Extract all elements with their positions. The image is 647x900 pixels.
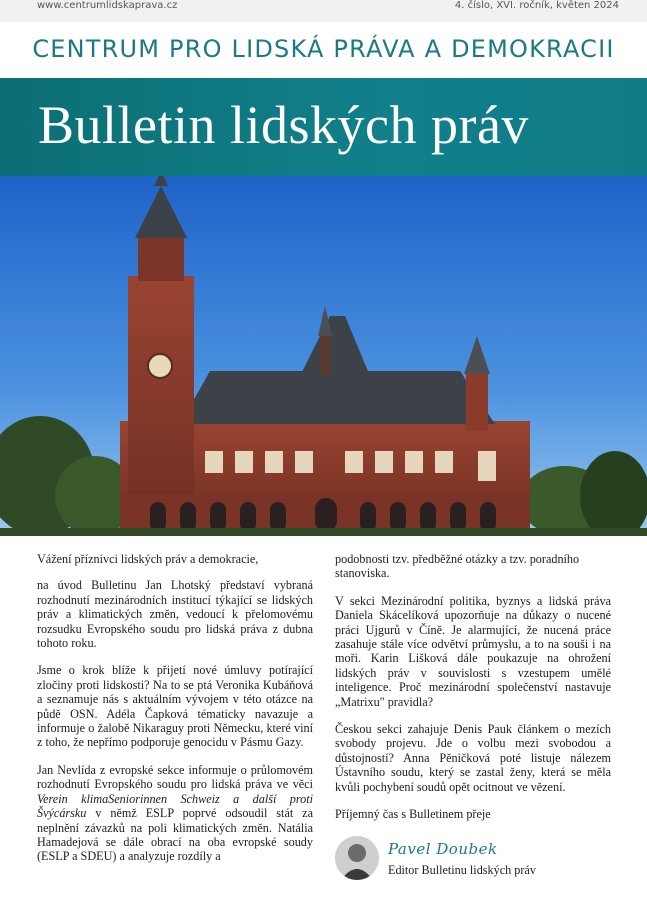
title-banner [0, 78, 647, 176]
website-url[interactable]: www.centrumlidskaprava.cz [37, 0, 178, 11]
editor-avatar [335, 836, 379, 880]
paragraph-intro: na úvod Bulletinu Jan Lhotský představí vybraná rozhodnutí mezinárodních institucí týkající se lidských práv a klimatických změn, vedoucí k přelomovému rozsudku Evropského soudu pro lidská práva z dubna tohoto roku. [37, 578, 313, 651]
paragraph-un-convention: Jsme o krok blíže k přijetí nové úmluvy potírající zločiny proti lidskosti? Na to se ptá Veronika Kubáňová a seznamuje nás s aktuálním vývojem v této otázce na půdě OSN. Adéla Čapková tématicky navazuje a informuje o žalobě Nikaraguy proti Německu, které viní z toho, že nepřímo podporuje genocidu v Pásmu Gazy. [37, 663, 313, 750]
issue-info: 4. číslo, XVI. ročník, květen 2024 [454, 0, 619, 11]
paragraph-european-text-cont: v němž ESLP poprvé odsoudil stát za neplnění závazků na poli klimatických změn. Natália Hamadejová se dále obrací na oba evropské soudy (ESLP a SDEU) a analyzuje rozdíly a [37, 806, 313, 864]
article-column-right [335, 552, 611, 835]
article-column-left [37, 552, 313, 877]
case-name: Verein klimaSeniorinnen Schweiz a další proti Švýcársku [37, 791, 313, 821]
cover-photo [0, 176, 647, 536]
top-bar [0, 0, 647, 22]
paragraph-business-section: V sekci Mezinárodní politika, byznys a lidská práva Daniela Skácelíková upozorňuje na důkazy o nucené práci Ujgurů v Číně. Je alarmující, že nucená práce zasahuje stále více odvětví průmyslu, a to na souši i na moři. Karin Lišková dále poukazuje na ohrožení lidských práv v souvislosti s vzestupem umělé inteligence. Proč mezinárodní společenství nastavuje „Matrixu" pravidla? [335, 593, 611, 709]
greeting: Vážení příznivci lidských práv a demokracie, [37, 552, 259, 566]
editor-name: Pavel Doubek [388, 840, 498, 858]
closing-line: Příjemný čas s Bulletinem přeje [335, 807, 491, 822]
organization-name: CENTRUM PRO LIDSKÁ PRÁVA A DEMOKRACII [32, 35, 615, 63]
bulletin-title: Bulletin lidských práv [38, 95, 529, 155]
paragraph-continuation: podobnosti tzv. předběžné otázky a tzv. poradního stanoviska. [335, 552, 580, 581]
editor-signature [335, 836, 615, 886]
paragraph-czech-section: Českou sekci zahajuje Denis Pauk článkem o mezích svobody projevu. Jde o volbu mezi svobodou a důstojností? Anna Pěničková poté listuje nálezem Ústavního soudu, který se zastal ženy, která se měla kvůli pochybení soudů opět ocitnout ve vězení. [335, 722, 611, 794]
paragraph-european-section [37, 763, 313, 864]
editor-role: Editor Bulletinu lidských práv [388, 863, 536, 877]
paragraph-european-text: Jan Nevlída z evropské sekce informuje o průlomovém rozhodnutí Evropského soudu pro lidská práva ve věci [37, 762, 313, 792]
peace-palace-illustration [0, 176, 647, 536]
